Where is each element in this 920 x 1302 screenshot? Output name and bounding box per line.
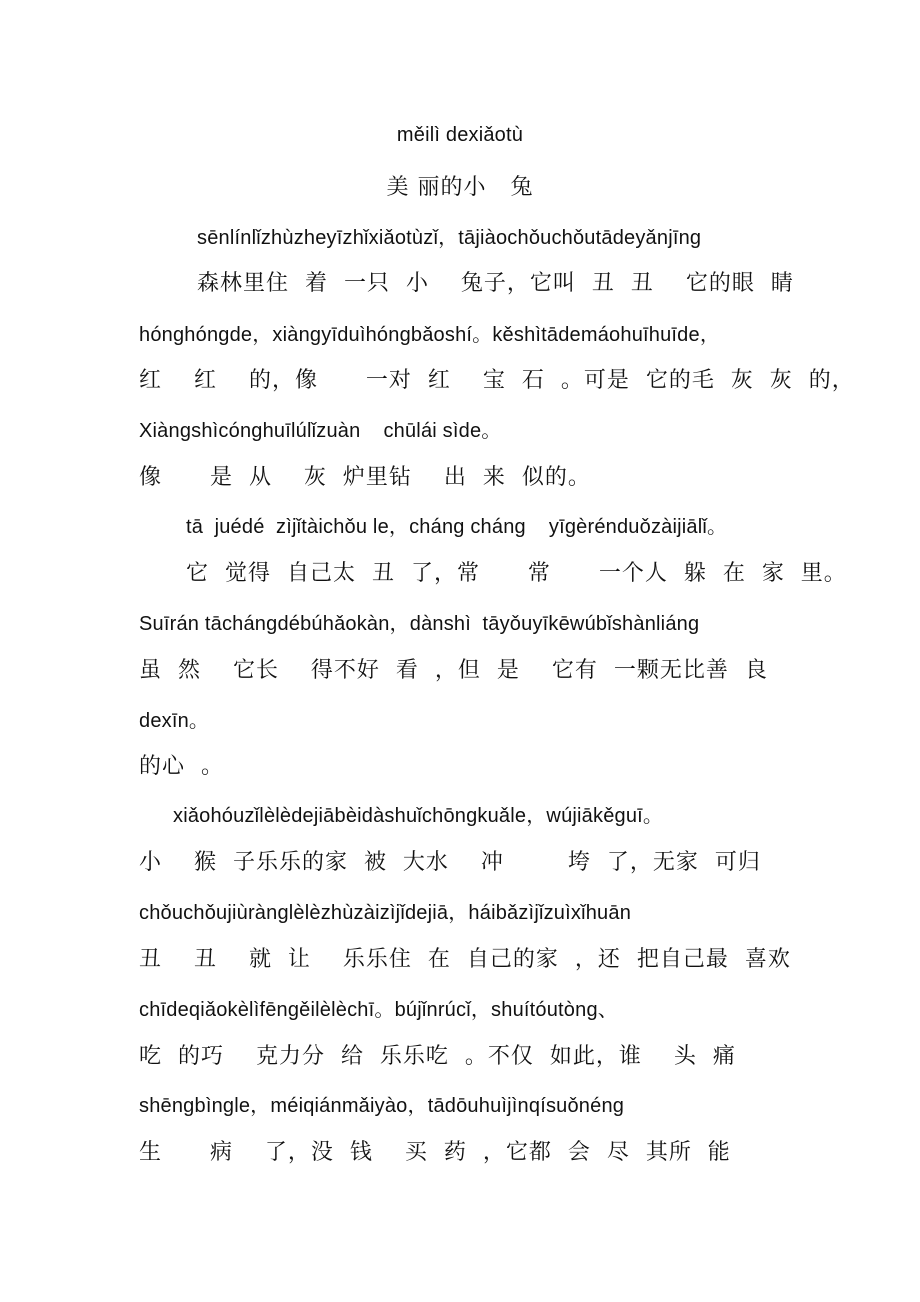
text-line: 森林里住 着 一只 小 兔子，它叫 丑 丑 它的眼 睛 (197, 271, 794, 296)
pinyin-line: hónghóngde，xiàngyīduìhóngbǎoshí。kěshìtādemáohuīhuīde， (139, 324, 721, 346)
pinyin-line: Xiàngshìcónghuīlúlǐzuàn chūlái sìde。 (139, 420, 502, 442)
pinyin-line: sēnlínlǐzhùzheyīzhǐxiǎotùzǐ，tājiàochǒuchǒutādeyǎnjīng (197, 227, 702, 249)
pinyin-line: chǒuchǒujiùrànglèlèzhùzàizìjǐdejiā，háibǎzìjǐzuìxǐhuān (139, 902, 632, 924)
text-line: 的心 。 (139, 754, 224, 779)
text-line: 它 觉得 自己太 丑 了，常 常 一个人 躲 在 家 里。 (186, 561, 847, 586)
text-line: 虽 然 它长 得不好 看 ，但 是 它有 一颗无比善 良 (139, 658, 768, 683)
title-pinyin: měilì dexiǎotù (396, 124, 524, 146)
pinyin-line: shēngbìngle，méiqiánmǎiyào，tādōuhuìjìnqísuǒnéng (139, 1095, 625, 1117)
text-line: 吃 的巧 克力分 给 乐乐吃 。不仅 如此，谁 头 痛 (139, 1044, 736, 1069)
text-line: 生 病 了，没 钱 买 药 ，它都 会 尽 其所 能 (139, 1140, 731, 1165)
pinyin-line: tā juédé zìjǐtàichǒu le，cháng cháng yīgèrénduǒzàijiālǐ。 (186, 516, 728, 538)
title-hanzi: 美 丽的小 兔 (386, 175, 534, 200)
pinyin-line: xiǎohóuzǐlèlèdejiābèidàshuǐchōngkuǎle，wújiākěguī。 (173, 805, 664, 827)
pinyin-line: Suīrán tāchángdébúhǎokàn，dànshì tāyǒuyīkēwúbǐshànliáng (139, 613, 700, 635)
pinyin-line: dexīn。 (139, 710, 210, 732)
pinyin-line: chīdeqiǎokèlìfēngěilèlèchī。bújǐnrúcǐ，shuítóutòng、 (139, 999, 618, 1021)
text-line: 像 是 从 灰 炉里钻 出 来 似的。 (139, 465, 591, 490)
text-line: 红 红 的，像 一对 红 宝 石 。可是 它的毛 灰 灰 的， (139, 368, 855, 393)
text-line: 小 猴 子乐乐的家 被 大水 冲 垮 了，无家 可归 (139, 850, 761, 875)
text-line: 丑 丑 就 让 乐乐住 在 自己的家 ，还 把自己最 喜欢 (139, 947, 791, 972)
